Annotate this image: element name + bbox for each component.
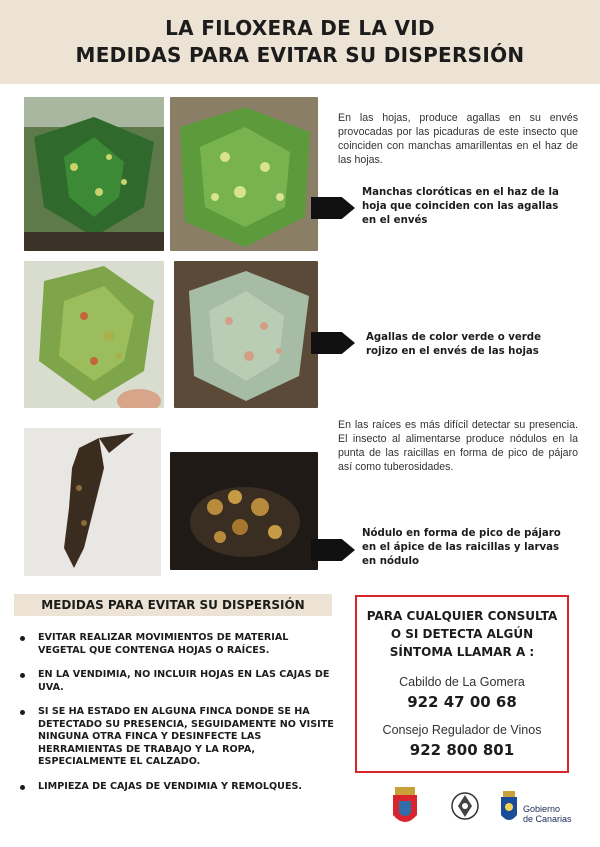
caption-root-nodule: Nódulo en forma de pico de pájaro en el ápice de las raicillas y larvas en nódulo: [362, 528, 561, 567]
page-header: [0, 0, 600, 84]
roots-intro-text: En las raíces es más difícil detectar su presencia. El insecto al alimentarse produce nódulos en la punta de las raicillas en forma de pico de pájaro así como tuberosidades.: [338, 419, 578, 473]
photo-root-larvae-right: [170, 452, 318, 570]
bullet-icon: [20, 785, 25, 790]
gobierno-canarias-emblem-icon: [499, 791, 519, 827]
photo-leaf-top-left: [24, 97, 164, 251]
photo-leaf-underside-right: [174, 261, 318, 408]
measures-list: [18, 632, 336, 805]
arrow-icon: [311, 197, 355, 219]
photo-root-nodule-left: [24, 428, 161, 576]
photo-leaf-top-right: [170, 97, 318, 251]
measure-item: EVITAR REALIZAR MOVIMIENTOS DE MATERIAL VEGETAL QUE CONTENGA HOJAS O RAÍCES.: [18, 632, 336, 657]
photo-leaf-underside-left: [24, 261, 164, 408]
measure-item: EN LA VENDIMIA, NO INCLUIR HOJAS EN LAS CAJAS DE UVA.: [18, 669, 336, 694]
caption-chlorotic-spots: Manchas cloróticas en el haz de la hoja que coinciden con las agallas en el envés: [362, 187, 559, 226]
contact-org-consejo: Consejo Regulador de Vinos: [382, 723, 542, 737]
contact-heading: PARA CUALQUIER CONSULTA O SI DETECTA ALGÚN SÍNTOMA LLAMAR A :: [366, 609, 558, 659]
bullet-icon: [20, 710, 25, 715]
bullet-icon: [20, 673, 25, 678]
arrow-icon: [311, 539, 355, 561]
page-title-line-1: LA FILOXERA DE LA VID: [165, 16, 435, 40]
dop-la-gomera-logo: [448, 789, 482, 829]
arrow-icon: [311, 332, 355, 354]
contact-phone-cabildo[interactable]: 922 47 00 68: [407, 693, 517, 711]
gobierno-canarias-label: Gobierno de Canarias: [523, 804, 572, 824]
caption-green-galls: Agallas de color verde o verde rojizo en el envés de las hojas: [366, 332, 542, 357]
contact-box: [355, 595, 569, 773]
measure-item: LIMPIEZA DE CAJAS DE VENDIMIA Y REMOLQUES.: [18, 781, 336, 794]
bullet-icon: [20, 636, 25, 641]
measures-title: MEDIDAS PARA EVITAR SU DISPERSIÓN: [14, 594, 332, 616]
measure-item: SI SE HA ESTADO EN ALGUNA FINCA DONDE SE HA DETECTADO SU PRESENCIA, SEGUIDAMENTE NO VISITE NINGUNA OTRA FINCA Y DESINFECTE LAS HERRAMIENTAS DE TRABAJO Y LA ROPA, ESPECIALMENTE EL CALZADO.: [18, 706, 336, 769]
page-title-line-2: MEDIDAS PARA EVITAR SU DISPERSIÓN: [75, 43, 525, 67]
cabildo-crest-icon: [390, 787, 420, 829]
contact-phone-consejo[interactable]: 922 800 801: [409, 741, 515, 759]
leaves-intro-text: En las hojas, produce agallas en su envés provocadas por las picaduras de este insecto que coinciden con manchas amarillentas en el haz de las hojas.: [338, 112, 578, 166]
contact-org-cabildo: Cabildo de La Gomera: [399, 675, 525, 689]
